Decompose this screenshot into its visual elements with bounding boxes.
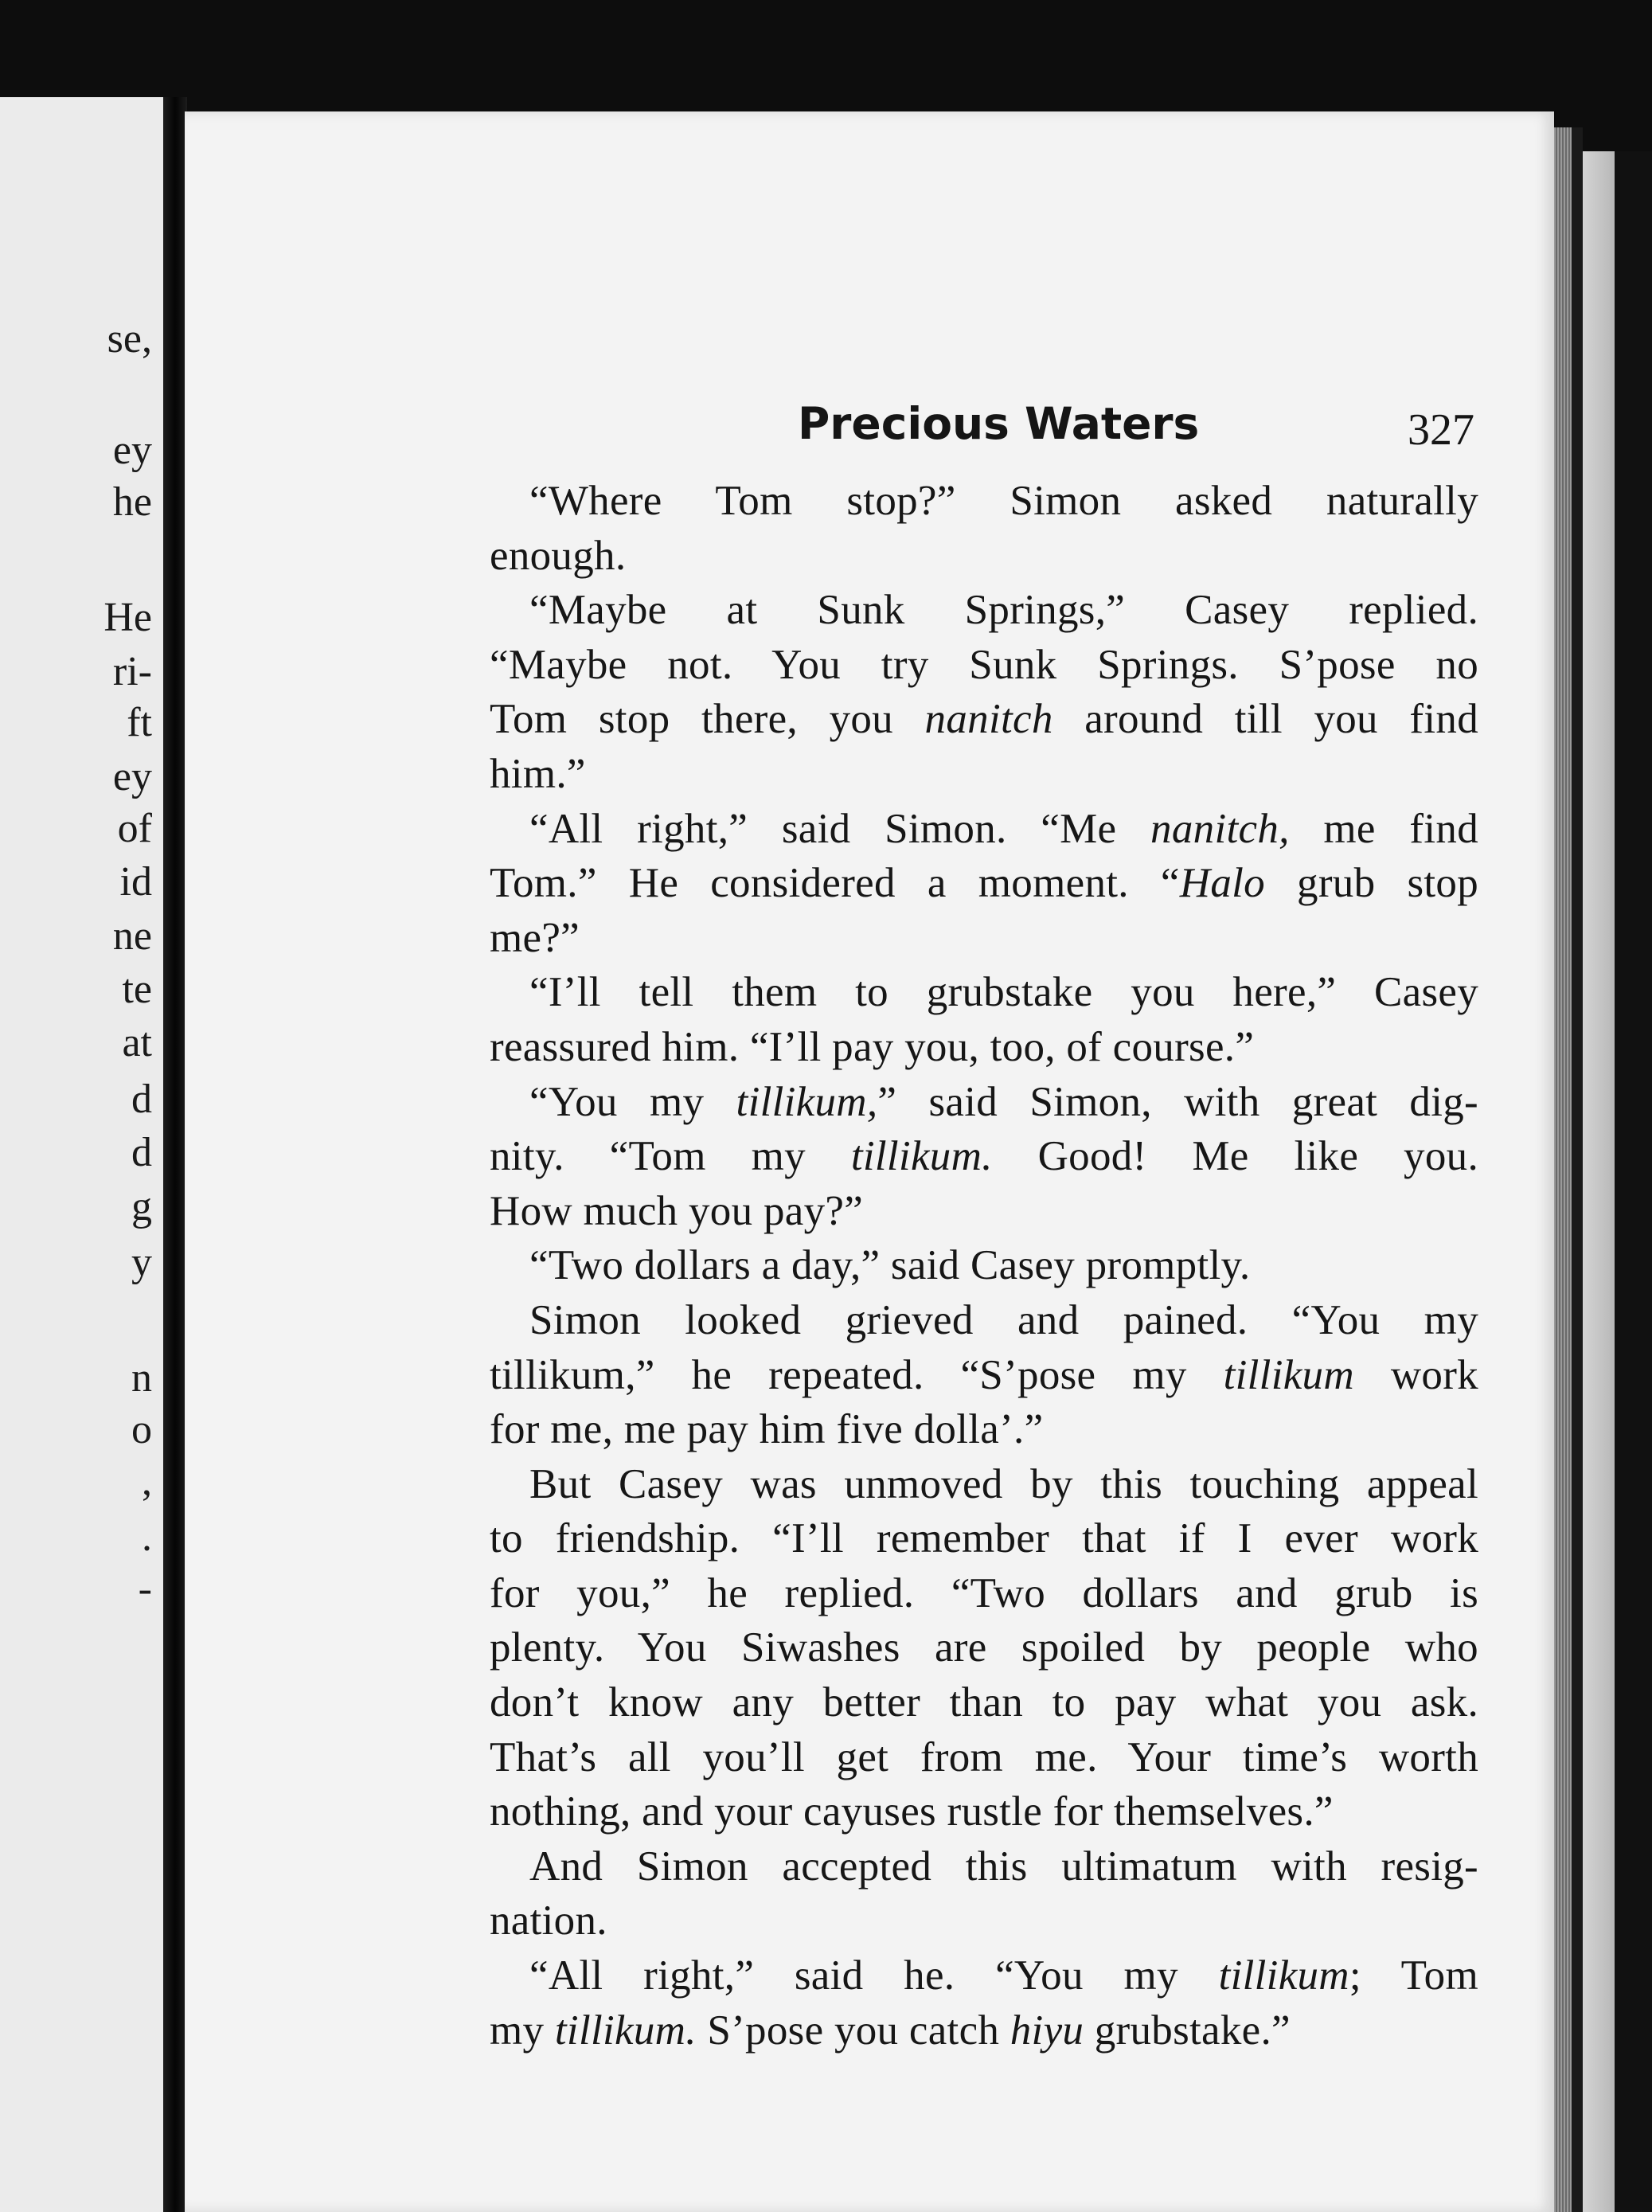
left-page-text-fragment: ft (127, 700, 152, 745)
text-run: don’t know any better than to pay what you ask. (490, 1679, 1478, 1726)
left-page-text-fragment: te (122, 967, 152, 1012)
text-line (490, 583, 1478, 638)
text-run: grubstake.” (1084, 2007, 1291, 2054)
text-run: grub stop (1264, 860, 1479, 907)
text-run: nity. “Tom my (490, 1133, 851, 1180)
text-run: around till you find (1053, 696, 1478, 743)
left-page-text-fragment: g (131, 1184, 152, 1229)
left-page-text-fragment: of (117, 806, 152, 851)
left-page-text-fragment: at (122, 1020, 152, 1065)
left-page-text-fragment: ey (112, 428, 152, 473)
body-text (490, 474, 1478, 2058)
text-run: enough. (490, 532, 627, 579)
text-run: “Two dollars a day,” said Casey promptly. (529, 1242, 1251, 1289)
text-line (490, 1730, 1478, 1785)
text-run: But Casey was unmoved by this touching appeal (529, 1460, 1478, 1507)
text-run: nation. (490, 1897, 607, 1944)
text-line (490, 911, 1478, 966)
text-run: ; Tom (1349, 1952, 1478, 1999)
text-line (490, 747, 1478, 802)
text-line (490, 692, 1478, 747)
left-page-text-fragment: , (142, 1459, 152, 1504)
left-page-text-fragment: d (131, 1077, 152, 1122)
italic-word: tillikum (1223, 1351, 1354, 1398)
text-run: How much you pay?” (490, 1187, 864, 1234)
next-page-edge (1583, 151, 1615, 2212)
italic-word: tillikum (1218, 1952, 1349, 1999)
text-run: me?” (490, 914, 580, 961)
text-run: That’s all you’ll get from me. Your time’s worth (490, 1733, 1478, 1780)
text-line (490, 1839, 1478, 1894)
text-run: S’pose you catch (696, 2007, 1010, 2054)
left-page-fragment (0, 97, 163, 2212)
book-spine (163, 97, 187, 2212)
italic-word: hiyu (1010, 2007, 1084, 2054)
text-line (490, 1784, 1478, 1839)
page-edges (1554, 127, 1572, 2212)
text-line (490, 1402, 1478, 1457)
text-run: him.” (490, 750, 586, 797)
text-line (490, 1238, 1478, 1293)
italic-word: tillikum, (736, 1078, 878, 1125)
text-run: “Maybe at Sunk Springs,” Casey replied. (529, 587, 1478, 634)
text-line (490, 474, 1478, 529)
text-run: “All right,” said he. “You my (529, 1952, 1219, 1999)
text-line (490, 1566, 1478, 1621)
left-page-text-fragment: He (103, 595, 152, 640)
text-line (490, 1457, 1478, 1512)
left-page-text-fragment: ey (112, 754, 152, 799)
text-line (490, 1075, 1478, 1130)
italic-word: tillikum. (554, 2007, 697, 2054)
background-edge (1615, 151, 1652, 2212)
text-line (490, 638, 1478, 693)
text-run: “Maybe not. You try Sunk Springs. S’pose no (490, 641, 1478, 688)
text-line (490, 1129, 1478, 1184)
text-line (490, 1620, 1478, 1675)
text-run: Tom stop there, you (490, 696, 925, 743)
text-line (490, 965, 1478, 1020)
left-page-text-fragment: ne (112, 913, 152, 959)
text-run: plenty. You Siwashes are spoiled by people who (490, 1624, 1478, 1671)
left-page-text-fragment: o (131, 1407, 152, 1452)
text-line (490, 1020, 1478, 1075)
page-header (185, 398, 1554, 462)
left-page-text-fragment: ri- (112, 649, 152, 694)
page-number: 327 (1408, 405, 1474, 455)
text-line (490, 1893, 1478, 1948)
text-line (490, 1675, 1478, 1730)
text-line (490, 529, 1478, 584)
text-run: Simon looked grieved and pained. “You my (529, 1296, 1478, 1343)
text-run: Tom.” He considered a moment. “ (490, 860, 1180, 907)
italic-word: nanitch, (1150, 805, 1290, 852)
text-line (490, 1511, 1478, 1566)
text-run: “You my (529, 1078, 736, 1125)
left-page-text-fragment: - (138, 1566, 152, 1612)
text-run: “Where Tom stop?” Simon asked naturally (529, 478, 1478, 524)
text-line (490, 1348, 1478, 1403)
italic-word: tillikum. (850, 1133, 993, 1180)
text-run: my (490, 2007, 555, 2054)
text-run: work (1353, 1351, 1478, 1398)
text-run: “I’ll tell them to grubstake you here,” Casey (529, 969, 1478, 1016)
text-line (490, 1948, 1478, 2003)
text-run: ” said Simon, with great dig- (877, 1078, 1479, 1125)
text-line (490, 856, 1478, 911)
left-page-text-fragment: y (131, 1240, 152, 1285)
left-page-text-fragment: n (131, 1355, 152, 1401)
left-page-text-fragment: he (112, 479, 152, 525)
text-run: Good! Me like you. (992, 1133, 1478, 1180)
text-run: me find (1289, 805, 1478, 852)
book-page (185, 111, 1554, 2212)
text-run: for me, me pay him five dolla’.” (490, 1406, 1044, 1453)
text-run: And Simon accepted this ultimatum with resig- (529, 1843, 1478, 1890)
text-run: tillikum,” he repeated. “S’pose my (490, 1351, 1224, 1398)
text-run: “All right,” said Simon. “Me (529, 805, 1151, 852)
left-page-text-fragment: id (119, 859, 152, 905)
cover-gap (1572, 127, 1583, 2212)
text-line (490, 802, 1478, 857)
text-run: to friendship. “I’ll remember that if I ever work (490, 1515, 1478, 1562)
text-line (490, 1293, 1478, 1348)
text-run: for you,” he replied. “Two dollars and grub is (490, 1569, 1478, 1616)
italic-word: Halo (1179, 860, 1265, 907)
running-head: Precious Waters (798, 398, 1200, 449)
italic-word: nanitch (924, 696, 1053, 743)
text-run: nothing, and your cayuses rustle for themselves.” (490, 1788, 1334, 1835)
text-line (490, 2003, 1478, 2058)
text-run: reassured him. “I’ll pay you, too, of course.” (490, 1023, 1255, 1070)
text-line (490, 1184, 1478, 1239)
left-page-text-fragment: se, (107, 316, 152, 362)
left-page-text-fragment: . (142, 1514, 152, 1560)
left-page-text-fragment: d (131, 1130, 152, 1175)
